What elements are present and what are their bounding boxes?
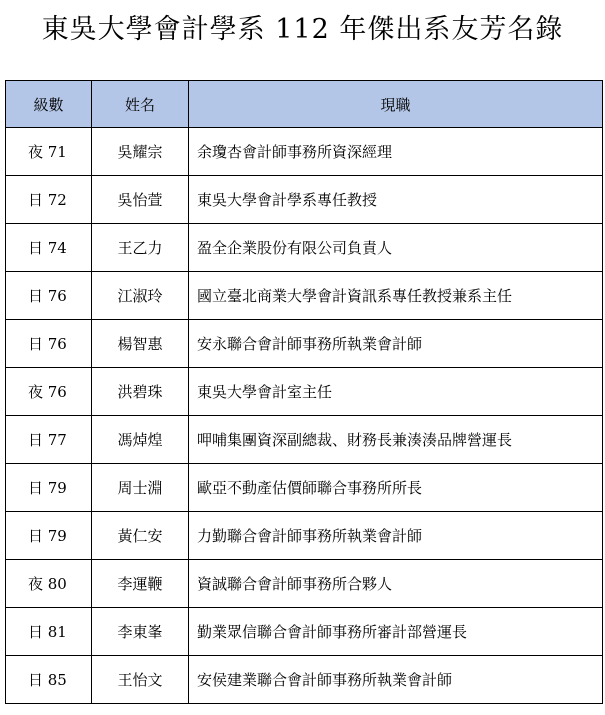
- cell-class-year: 日 85: [6, 656, 92, 704]
- cell-position: 國立臺北商業大學會計資訊系專任教授兼系主任: [189, 272, 603, 320]
- cell-position: 勤業眾信聯合會計師事務所審計部營運長: [189, 608, 603, 656]
- cell-name: 江淑玲: [92, 272, 189, 320]
- cell-position: 資誠聯合會計師事務所合夥人: [189, 560, 603, 608]
- cell-name: 王怡文: [92, 656, 189, 704]
- cell-class-year: 日 74: [6, 224, 92, 272]
- cell-position: 力勤聯合會計師事務所執業會計師: [189, 512, 603, 560]
- table-row: [6, 176, 603, 224]
- header-name: 姓名: [92, 81, 189, 128]
- cell-position: 盈全企業股份有限公司負責人: [189, 224, 603, 272]
- cell-class-year: 日 79: [6, 464, 92, 512]
- alumni-table: [5, 80, 603, 704]
- cell-class-year: 日 76: [6, 272, 92, 320]
- cell-name: 王乙力: [92, 224, 189, 272]
- table-row: [6, 128, 603, 176]
- table-row: [6, 656, 603, 704]
- cell-position: 東吳大學會計室主任: [189, 368, 603, 416]
- cell-class-year: 日 72: [6, 176, 92, 224]
- cell-class-year: 夜 76: [6, 368, 92, 416]
- cell-class-year: 日 81: [6, 608, 92, 656]
- cell-class-year: 夜 71: [6, 128, 92, 176]
- table-row: [6, 320, 603, 368]
- table-body: [6, 128, 603, 704]
- cell-position: 安侯建業聯合會計師事務所執業會計師: [189, 656, 603, 704]
- cell-name: 楊智惠: [92, 320, 189, 368]
- cell-position: 余瓊杏會計師事務所資深經理: [189, 128, 603, 176]
- cell-name: 吳耀宗: [92, 128, 189, 176]
- cell-name: 吳怡萱: [92, 176, 189, 224]
- table-row: [6, 464, 603, 512]
- table-row: [6, 560, 603, 608]
- header-class-year: 級數: [6, 81, 92, 128]
- table-row: [6, 608, 603, 656]
- cell-name: 李東峯: [92, 608, 189, 656]
- cell-name: 李運鞭: [92, 560, 189, 608]
- table-row: [6, 368, 603, 416]
- cell-class-year: 日 77: [6, 416, 92, 464]
- table-row: [6, 512, 603, 560]
- cell-position: 呷哺集團資深副總裁、財務長兼湊湊品牌營運長: [189, 416, 603, 464]
- cell-position: 東吳大學會計學系專任教授: [189, 176, 603, 224]
- table-header-row: [6, 81, 603, 128]
- cell-name: 周士淵: [92, 464, 189, 512]
- cell-class-year: 日 76: [6, 320, 92, 368]
- cell-name: 洪碧珠: [92, 368, 189, 416]
- cell-position: 歐亞不動產估價師聯合事務所所長: [189, 464, 603, 512]
- table-row: [6, 416, 603, 464]
- table-row: [6, 224, 603, 272]
- cell-class-year: 夜 80: [6, 560, 92, 608]
- cell-name: 馮焯煌: [92, 416, 189, 464]
- page-title: 東吳大學會計學系 112 年傑出系友芳名錄: [41, 14, 564, 45]
- cell-class-year: 日 79: [6, 512, 92, 560]
- table-row: [6, 272, 603, 320]
- header-position: 現職: [189, 81, 603, 128]
- cell-name: 黃仁安: [92, 512, 189, 560]
- cell-position: 安永聯合會計師事務所執業會計師: [189, 320, 603, 368]
